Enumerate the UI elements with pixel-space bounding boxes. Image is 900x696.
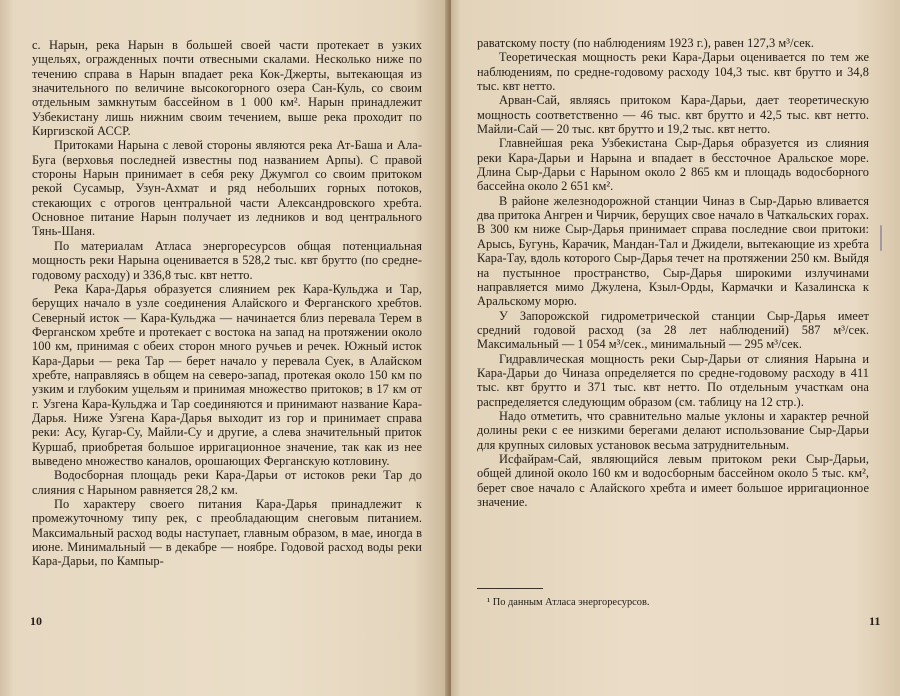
paragraph: Надо отметить, что сравнительно малые уклоны и характер речной долины реки с ее низкими берегами делают использование Сыр-Дарьи для крупных силовых установок весьма затруднительным. [477,408,869,452]
paragraph: В районе железнодорожной станции Чиназ в Сыр-Дарью вливается два притока Ангрен и Чирчик, берущих свое начало в Чаткальских горах. В 300 км ниже Сыр-Дарья принимает справа последние свои притоки: Арысь, Бугунь, Карачик, Мандан-Тал и Джидели, вытекающие из хребта Кара-Тау, вдоль которого Сыр-Дарья течет на протяжении 250 км. Выйдя на пустынное пространство, Сыр-Дарья широкими излучинами направляется мимо Джулена, Кзыл-Орды, Кармачки и Казалинска к Аральскому морю. [477,193,869,309]
paragraph: Притоками Нарына с левой стороны являются река Ат-Баша и Ала-Буга (верховья последней известны под названием Арпы). С правой стороны Нарын принимает в себя реку Джумгол со своим притоком рекой Сусамыр, Узун-Ахмат и ряд небольших горных потоков, стекающих с отрогов центральной части Александровского хребта. Основное питание Нарын получает из ледников и вод центрального Тянь-Шаня. [32,138,422,239]
paragraph: Теоретическая мощность реки Кара-Дарьи оценивается по тем же наблюдениям, по средне-годовому расходу 104,3 тыс. квт брутто и 34,8 тыс. квт нетто. [477,50,869,94]
paragraph: У Запорожской гидрометрической станции Сыр-Дарья имеет средний годовой расход (за 28 лет наблюдений) 587 м³/сек. Максимальный — 1 054 м³/сек., минимальный — 295 м³/сек. [477,308,869,352]
right-page [451,0,900,696]
footnote-rule [477,588,543,589]
paragraph: По материалам Атласа энергоресурсов общая потенциальная мощность реки Нарына оценивается в 528,2 тыс. квт брутто (по средне-годовому расходу) и 336,8 тыс. квт нетто. [32,238,422,282]
paragraph: раватскому посту (по наблюдениям 1923 г.), равен 127,3 м³/сек. [477,36,815,50]
footnote: ¹ По данным Атласа энергоресурсов. [487,597,650,608]
page-number: 10 [30,614,42,628]
paragraph: Водосборная площадь реки Кара-Дарьи от истоков реки Тар до слияния с Нарыном равняется 28,2 км. [32,468,422,497]
page-number: 11 [869,614,881,628]
paragraph: По характеру своего питания Кара-Дарья принадлежит к промежуточному типу рек, с преобладающим снеговым питанием. Максимальный расход воды наступает, главным образом, в мае, иногда в июне. Минимальный — в декабре — ноябре. Годовой расход воды реки Кара-Дарьи, по Кампыр- [32,497,422,569]
right-page-text [477,36,869,509]
paragraph: Главнейшая река Узбекистана Сыр-Дарья образуется из слияния реки Кара-Дарьи и Нарына и впадает в бессточное Аральское море. Длина Сыр-Дарьи с Нарыном около 2 865 км и площадь водосборного бассейна около 2 651 км². [477,136,869,194]
pencil-mark [880,225,882,251]
paragraph: Исфайрам-Сай, являющийся левым притоком реки Сыр-Дарьи, общей длиной около 160 км и водосборным бассейном около 5 тыс. км², берет свое начало с Алайского хребта и имеет большое ирригационное значение. [477,451,869,509]
paragraph: Арван-Сай, являясь притоком Кара-Дарьи, дает теоретическую мощность соответственно — 46 тыс. квт брутто и 42,5 тыс. квт нетто. Майли-Сай — 20 тыс. квт брутто и 19,2 тыс. квт нетто. [477,93,869,137]
paragraph: Гидравлическая мощность реки Сыр-Дарьи от слияния Нарына и Кара-Дарьи до Чиназа определяется по средне-годовому расходу в 411 тыс. квт брутто и 371 тыс. квт нетто. По отдельным участкам она распределяется следующим образом (см. таблицу на 12 стр.). [477,351,869,409]
paragraph: Река Кара-Дарья образуется слиянием рек Кара-Кульджа и Тар, берущих начало в узле соединения Алайского и Ферганского хребтов. Северный исток — Кара-Кульджа — начинается близ перевала Терем в Ферганском хребте и протекает с востока на запад на протяжении около 100 км, принимая с обеих сторон много ручьев и речек. Южный исток Кара-Дарьи — река Тар — берет начало у перевала Суек, в Алайском хребте, направляясь в общем на северо-запад, протекая около 150 км по узким и глубоким ущельям и принимая множество притоков; в 17 км от г. Узгена Кара-Кульджа и Тар соединяются и принимают название Кара-Дарья. Ниже Узгена Кара-Дарья выходит из гор и принимает справа реки: Асу, Кугар-Су, Майли-Су и другие, а слева значительный приток Куршаб, приобретая большое ирригационное значение, так как из нее выведено множество каналов, орошающих Ферганскую котловину. [32,281,422,468]
left-page-text [32,38,422,569]
left-page [0,0,449,696]
paragraph: с. Нарын, река Нарын в большей своей части протекает в узких ущельях, огражденных почти отвесными скалами. Несколько ниже по течению справа в Нарын впадает река Кок-Джерты, вытекающая из значительного по величине высокогорного озера Сан-Куль, со своим отдельным замкнутым бассейном в 1 000 км². Нарын принадлежит Узбекистану лишь нижним своим течением, выше река проходит по Киргизской АССР. [32,38,422,139]
